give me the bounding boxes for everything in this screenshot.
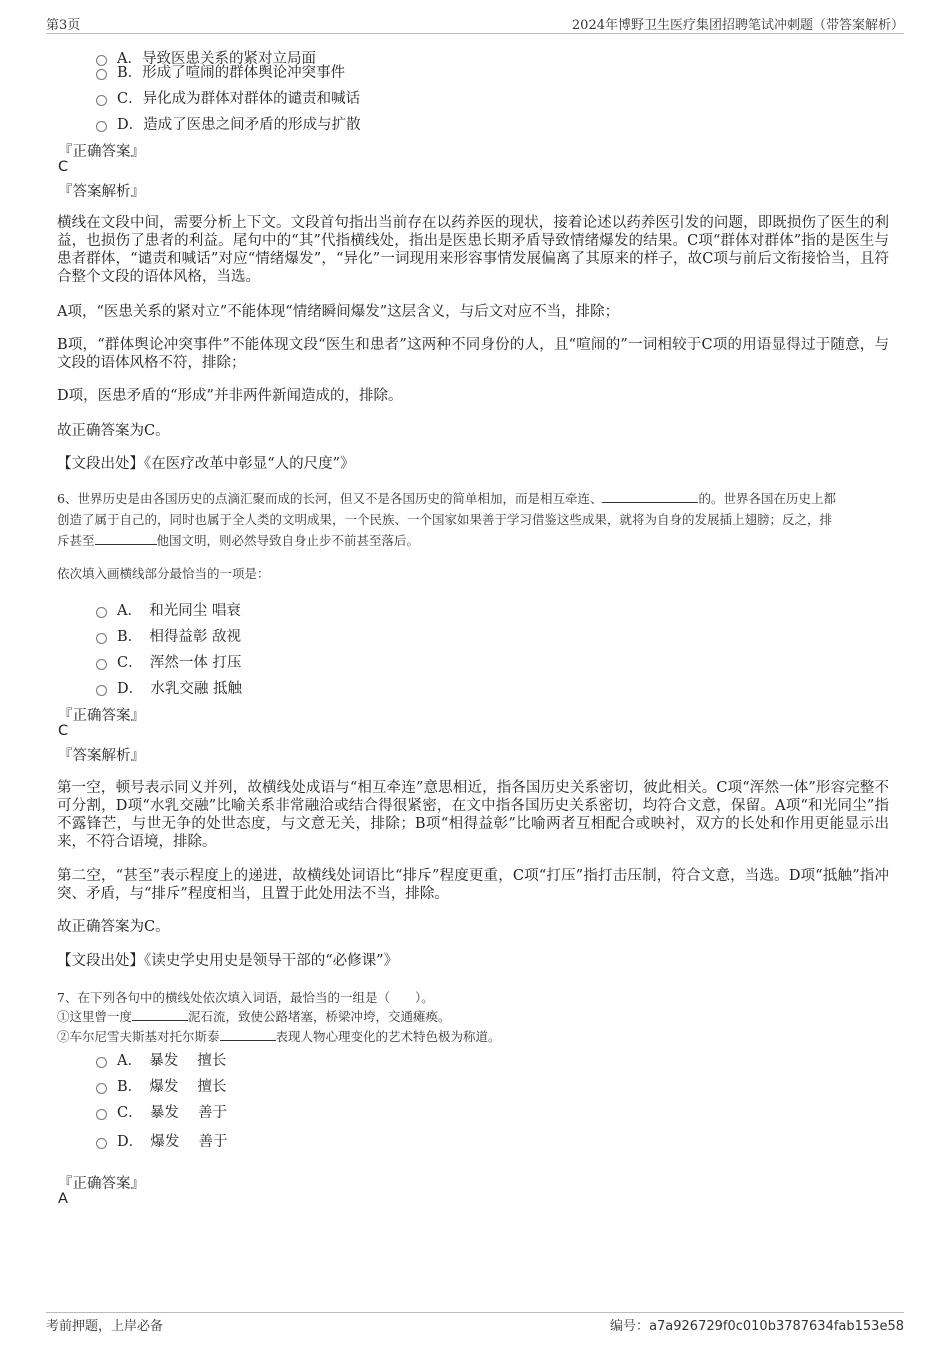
q7-stem: 7、在下列各句中的横线处依次填入词语，最恰当的一组是（ ）。 <box>57 990 434 1005</box>
q5-answer-label: 『正确答案』 <box>58 144 145 160</box>
q7-sentence-1: ①这里曾一度 泥石流，致使公路堵塞，桥梁冲垮，交通瘫痪。 <box>57 1009 451 1024</box>
q5-option-d[interactable]: D．造成了医患之间矛盾的形成与扩散 <box>96 113 361 134</box>
radio-icon[interactable] <box>96 1083 107 1094</box>
q6-answer-label: 『正确答案』 <box>58 708 145 724</box>
doc-title: 2024年博野卫生医疗集团招聘笔试冲刺题（带答案解析） <box>571 18 904 33</box>
fill-blank <box>132 1008 188 1021</box>
radio-icon[interactable] <box>96 1138 107 1149</box>
q6-prompt: 依次填入画横线部分最恰当的一项是： <box>57 566 270 581</box>
footer-divider <box>46 1312 904 1313</box>
document-code: 编号：a7a926729f0c010b3787634fab153e58 <box>610 1319 904 1334</box>
q6-option-c[interactable]: C． 浑然一体 打压 <box>96 651 241 672</box>
radio-icon[interactable] <box>96 633 107 644</box>
q6-analysis-paragraph: 第二空，“甚至”表示程度上的递进，故横线处词语比“排斥”程度更重，C项“打压”指打击压制，符合文意，当选。D项“抵触”指冲突、矛盾，与“排斥”程度相当，且置于此处用法不当，排除。 <box>57 868 889 902</box>
q7-answer: A <box>58 1191 68 1207</box>
q5-answer: C <box>58 159 69 175</box>
q5-option-c[interactable]: C．异化成为群体对群体的谴责和喊话 <box>96 87 360 108</box>
footer-slogan: 考前押题，上岸必备 <box>46 1319 164 1334</box>
q5-option-a[interactable]: A．导致医患关系的紧对立局面 <box>96 47 316 68</box>
q7-answer-label: 『正确答案』 <box>58 1176 145 1192</box>
q7-option-b[interactable]: B． 爆发 擅长 <box>96 1075 227 1096</box>
radio-icon[interactable] <box>96 607 107 618</box>
q6-stem: 6、世界历史是由各国历史的点滴汇聚而成的长河，但又不是各国历史的简单相加，而是相互牵连、 的。世界各国在历史上都 创造了属于自己的，同时也属于全人类的文明成果，一个民族、一个国家如果善于学习借鉴这些成果，就将为自身的发展插上翅膀；反之，排 斥甚至 他国文明，则必然导致自身止步不前甚至落后。 <box>57 491 836 548</box>
q7-sentence-2: ②车尔尼雪夫斯基对托尔斯泰 表现人物心理变化的艺术特色极为称道。 <box>57 1029 501 1044</box>
q6-conclusion: 故正确答案为C。 <box>57 919 170 935</box>
radio-icon[interactable] <box>96 685 107 696</box>
radio-icon[interactable] <box>96 1109 107 1120</box>
q5-analysis-label: 『答案解析』 <box>58 184 145 200</box>
radio-icon[interactable] <box>96 659 107 670</box>
q7-option-d[interactable]: D． 爆发 善于 <box>96 1130 227 1151</box>
header-divider <box>46 33 904 34</box>
radio-icon[interactable] <box>96 95 107 106</box>
radio-icon[interactable] <box>96 69 107 80</box>
q5-analysis-paragraph: A项，“医患关系的紧对立”不能体现“情绪瞬间爆发”这层含义，与后文对应不当，排除； <box>57 304 620 320</box>
radio-icon[interactable] <box>96 121 107 132</box>
q6-answer: C <box>58 723 69 739</box>
q6-option-a[interactable]: A． 和光同尘 唱衰 <box>96 599 241 620</box>
page-number: 第3页 <box>46 18 81 33</box>
radio-icon[interactable] <box>96 1057 107 1068</box>
fill-blank <box>220 1028 276 1041</box>
q6-source: 【文段出处】《读史学史用史是领导干部的“必修课”》 <box>57 953 399 969</box>
fill-blank <box>95 532 157 545</box>
q5-analysis-paragraph: B项，“群体舆论冲突事件”不能体现文段“医生和患者”这两种不同身份的人，且“喧闹的”一词相较于C项的用语显得过于随意，与文段的语体风格不符，排除； <box>57 337 889 371</box>
q6-analysis-label: 『答案解析』 <box>58 748 145 764</box>
q7-option-a[interactable]: A． 暴发 擅长 <box>96 1049 226 1070</box>
q6-option-d[interactable]: D． 水乳交融 抵触 <box>96 677 242 698</box>
fill-blank <box>602 490 698 503</box>
q6-analysis-paragraph: 第一空，顿号表示同义并列，故横线处成语与“相互牵连”意思相近，指各国历史关系密切，彼此相关。C项“浑然一体”形容完整不可分割，D项“水乳交融”比喻关系非常融洽或结合得很紧密，在文中指各国历史关系密切，均符合文意，保留。A项“和光同尘”指不露锋芒，与世无争的处世态度，与文意无关，排除；B项“相得益彰”比喻两者互相配合或映衬，双方的长处和作用更能显示出来，不符合语境，排除。 <box>57 780 889 850</box>
q6-option-b[interactable]: B． 相得益彰 敌视 <box>96 625 241 646</box>
q7-option-c[interactable]: C． 暴发 善于 <box>96 1101 227 1122</box>
q5-option-b[interactable]: B．形成了喧闹的群体舆论冲突事件 <box>96 61 345 82</box>
q5-source: 【文段出处】《在医疗改革中彰显“人的尺度”》 <box>57 456 355 472</box>
q5-analysis-paragraph: 横线在文段中间，需要分析上下文。文段首句指出当前存在以药养医的现状，接着论述以药养医引发的问题，即既损伤了医生的利益，也损伤了患者的利益。尾句中的“其”代指横线处，指出是医患长期矛盾导致情绪爆发的结果。C项“群体对群体”指的是医生与患者群体，“谴责和喊话”对应“情绪爆发”，“异化”一词现用来形容事情发展偏离了其原来的样子，故C项与前后文衔接恰当，且符合整个文段的语体风格，当选。 <box>57 215 889 285</box>
q5-analysis-paragraph: D项，医患矛盾的“形成”并非两件新闻造成的，排除。 <box>57 388 403 404</box>
q5-conclusion: 故正确答案为C。 <box>57 423 170 439</box>
